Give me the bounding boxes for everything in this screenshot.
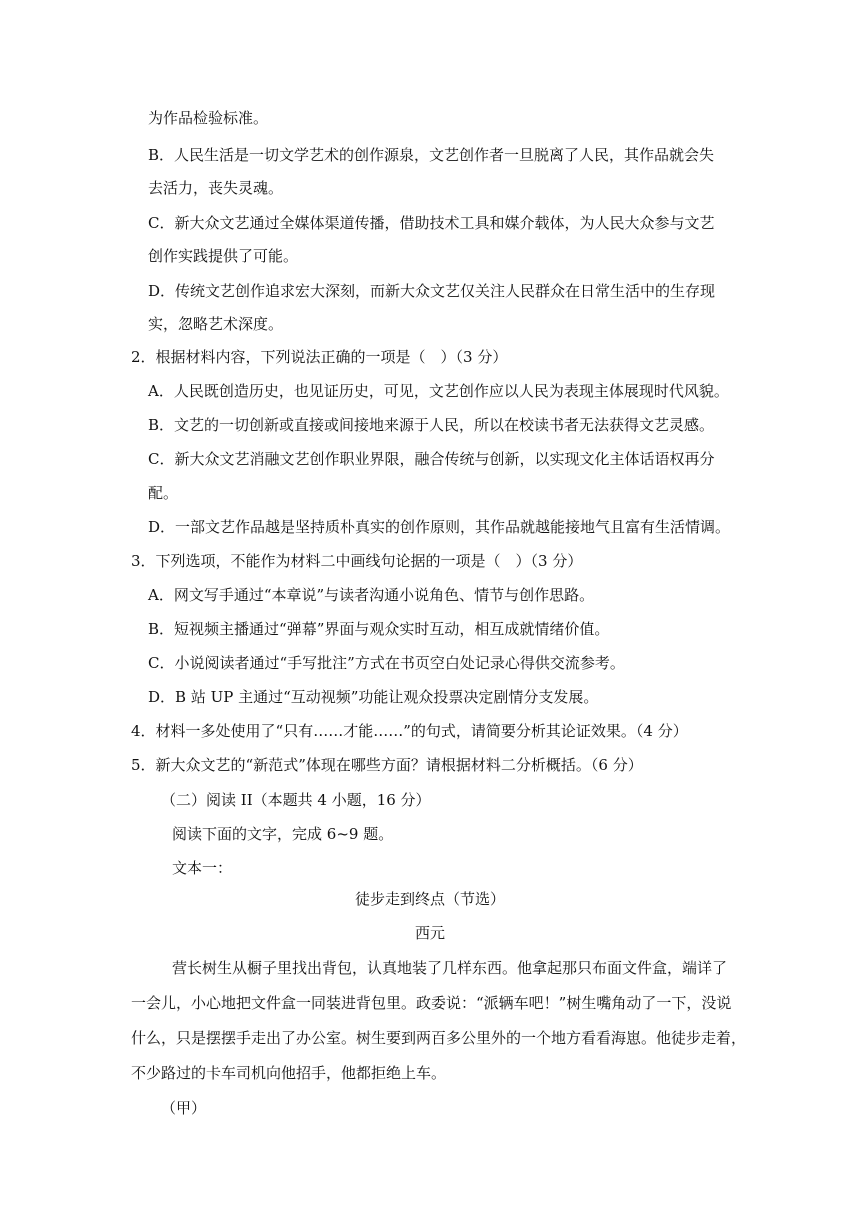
reading-instruction: 阅读下面的文字，完成 6~9 题。	[172, 825, 394, 843]
q5-stem: 5．新大众文艺的“新范式”体现在哪些方面？请根据材料二分析概括。（6 分）	[131, 756, 643, 774]
paragraph-line-3: 什么，只是摆摆手走出了办公室。树生要到两百多公里外的一个地方看看海崽。他徒步走着，	[131, 1029, 747, 1047]
q1-option-b-line2: 去活力，丧失灵魂。	[148, 179, 284, 197]
section-heading: （二）阅读 II（本题共 4 小题，16 分）	[161, 791, 431, 809]
section-marker: （甲）	[161, 1099, 207, 1117]
q2-option-a: A．人民既创造历史，也见证历史，可见，文艺创作应以人民为表现主体展现时代风貌。	[148, 382, 729, 400]
article-author: 西元	[414, 924, 445, 942]
q3-option-c: C．小说阅读者通过“手写批注”方式在书页空白处记录心得供交流参考。	[148, 654, 625, 672]
q2-option-b: B．文艺的一切创新或直接或间接地来源于人民，所以在校读书者无法获得文艺灵感。	[148, 416, 715, 434]
text-label: 文本一：	[172, 859, 233, 877]
paragraph-line-2: 一会儿，小心地把文件盒一同装进背包里。政委说：“派辆车吧！”树生嘴角动了一下，没说	[131, 994, 732, 1012]
paragraph-line-4: 不少路过的卡车司机向他招手，他都拒绝上车。	[131, 1064, 447, 1082]
q3-option-b: B．短视频主播通过“弹幕”界面与观众实时互动，相互成就情绪价值。	[148, 620, 610, 638]
article-title: 徒步走到终点（节选）	[354, 890, 505, 908]
q4-stem: 4．材料一多处使用了“只有……才能……”的句式，请简要分析其论证效果。（4 分）	[131, 722, 688, 740]
q3-option-a: A．网文写手通过“本章说”与读者沟通小说角色、情节与创作思路。	[148, 586, 595, 604]
paragraph-line-1: 营长树生从橱子里找出背包，认真地装了几样东西。他拿起那只布面文件盒，端详了	[172, 959, 728, 977]
q2-stem: 2．根据材料内容，下列说法正确的一项是（ ）（3 分）	[131, 348, 508, 366]
q1-option-d-line2: 实，忽略艺术深度。	[148, 315, 284, 333]
q1-option-c-line1: C．新大众文艺通过全媒体渠道传播，借助技术工具和媒介载体，为人民大众参与文艺	[148, 214, 715, 232]
q1-option-b-line1: B．人民生活是一切文学艺术的创作源泉，文艺创作者一旦脱离了人民，其作品就会失	[148, 146, 715, 164]
q3-stem: 3．下列选项，不能作为材料二中画线句论据的一项是（ ）（3 分）	[131, 552, 583, 570]
q2-option-d: D．一部文艺作品越是坚持质朴真实的创作原则，其作品就越能接地气且富有生活情调。	[148, 518, 731, 536]
q1-option-a-tail: 为作品检验标准。	[148, 109, 269, 127]
q1-option-c-line2: 创作实践提供了可能。	[148, 247, 299, 265]
q2-option-c-line2: 配。	[148, 484, 179, 502]
q3-option-d: D．B 站 UP 主通过“互动视频”功能让观众投票决定剧情分支发展。	[148, 688, 599, 706]
q1-option-d-line1: D．传统文艺创作追求宏大深刻，而新大众文艺仅关注人民群众在日常生活中的生存现	[148, 282, 716, 300]
q2-option-c-line1: C．新大众文艺消融文艺创作职业界限，融合传统与创新，以实现文化主体话语权再分	[148, 450, 715, 468]
